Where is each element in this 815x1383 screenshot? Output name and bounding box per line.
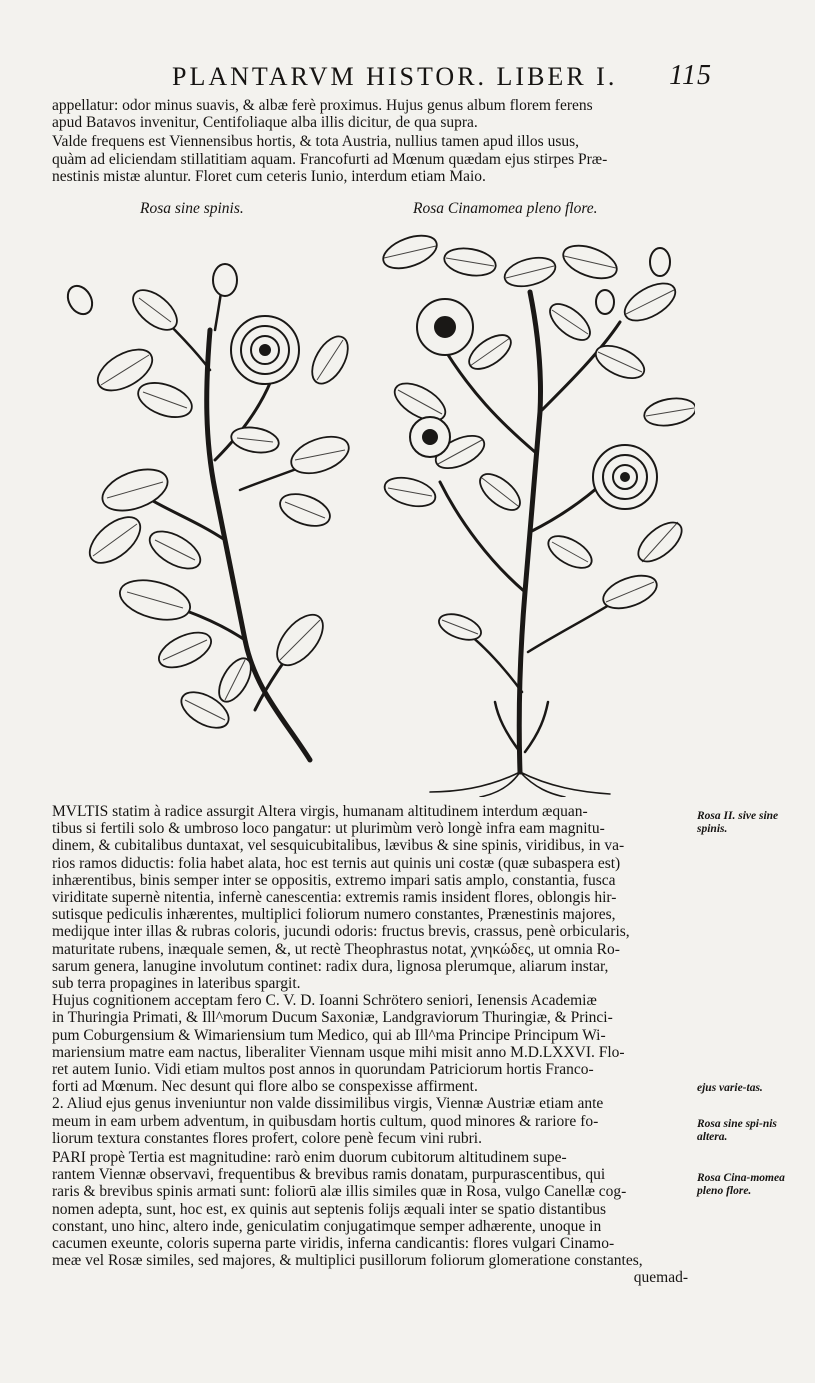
text-line: maturitate rubens, inæquale semen, &, ut rectè Theophrastus notat, χνηκώδες, ut omnia Ro- — [52, 940, 620, 958]
running-title: PLANTARVM HISTOR. LIBER I. — [172, 62, 618, 91]
text-line: sutisque pediculis inhærentes, multiplici foliorum numero constantes, Prænestinis majores, — [52, 906, 616, 924]
text-line: quàm ad eliciendam stillatitiam aquam. Francofurti ad Mœnum quædam ejus stirpes Præ- — [52, 150, 608, 168]
text-line: rantem Viennæ observavi, frequentibus & brevibus ramis donatam, purpurascentibus, qui — [52, 1166, 606, 1184]
margin-note: Rosa Cina-momea pleno flore. — [697, 1172, 785, 1197]
text-line: MVLTIS statim à radice assurgit Altera virgis, humanam altitudinem interdum æquan- — [52, 803, 588, 820]
text-line: viriditate supernè nitentia, infernè canescentia: extremis ramis insident flores, oblongis hir- — [52, 889, 617, 907]
text-line: tibus si fertili solo & umbroso loco pangatur: ut plurimùm verò longè infra eam magnitu- — [52, 820, 605, 838]
text-line: in Thuringia Primati, & Ill^morum Ducum Saxoniæ, Landgraviorum Thuringiæ, & Princi- — [52, 1009, 613, 1027]
intro-text — [52, 97, 688, 185]
text-line: apud Batavos invenitur, Centifoliaque alba illis dicitur, de qua supra. — [52, 114, 478, 132]
text-line: forti ad Mœnum. Nec desunt qui flore albo se conspexisse affirment. — [52, 1078, 478, 1096]
text-line: cacumen exeunte, coloris superna parte viridis, inferna candicantis: flores vulgari Cinamo- — [52, 1235, 615, 1253]
page-number: 115 — [669, 60, 712, 91]
rosa-sine-spinis-illustration — [55, 240, 355, 780]
text-line: rios ramos diductis: folia habet alata, hoc est ternis aut quinis uni costæ (quæ subaspera est) — [52, 854, 621, 872]
running-head — [172, 58, 712, 98]
figure-caption-left: Rosa sine spinis. — [140, 200, 244, 217]
text-line: Hujus cognitionem acceptam fero C. V. D. Ioanni Schrötero seniori, Ienensis Academiæ — [52, 992, 597, 1010]
text-line: Valde frequens est Viennensibus hortis, & tota Austria, nullius tamen apud illos usus, — [52, 133, 580, 151]
margin-note: Rosa sine spi-nis altera. — [697, 1118, 777, 1143]
text-line: appellatur: odor minus suavis, & albæ ferè proximus. Hujus genus album florem ferens — [52, 97, 593, 114]
margin-note: ejus varie-tas. — [697, 1082, 763, 1094]
text-line: quemad- — [633, 1269, 688, 1287]
rosa-cinamomea-illustration — [370, 232, 695, 797]
text-line: medijque inter illas & rubras coloris, jucundi odoris: fructus brevis, crassus, penè orbicularis, — [52, 923, 630, 941]
text-line: sarum genera, lanugine involutum continet: radix dura, lignosa plerumque, aliarum instar, — [52, 957, 609, 975]
text-line: nomen adepta, sunt, hoc est, ex quinis aut septenis folijs æquali inter se spatio distantibus — [52, 1200, 607, 1218]
text-line: raris & brevibus spinis armati sunt: foliorū alæ illis similes quæ in Rosa, vulgo Canellæ cog- — [52, 1183, 627, 1201]
text-line: liorum textura constantes flores profert, colore penè fecum vini rubri. — [52, 1129, 482, 1147]
figure-caption-right: Rosa Cinamomea pleno flore. — [413, 200, 598, 217]
text-line: pum Coburgensium & Wimariensium tum Medico, qui ab Ill^ma Principe Principum Wi- — [52, 1026, 606, 1044]
text-line: PARI propè Tertia est magnitudine: rarò enim duorum cubitorum altitudinem supe- — [52, 1149, 567, 1167]
body-text — [52, 803, 688, 1287]
text-line: nestinis mistæ aluntur. Floret cum ceteris Iunio, interdum etiam Maio. — [52, 167, 486, 185]
text-line: ret autem Iunio. Vidi etiam multos post annos in quorundam Patriciorum hortis Franco- — [52, 1061, 594, 1079]
text-line: inhærentibus, binis semper inter se oppositis, extremo impari satis amplo, constantia, fusca — [52, 871, 616, 889]
text-line: meæ vel Rosæ similes, sed majores, & multiplici pusillorum foliorum glomeratione constantes, — [52, 1252, 643, 1270]
text-line: sub terra propagines in lateribus spargit. — [52, 975, 301, 993]
text-line: dinem, & cubitalibus duntaxat, vel sesquicubitalibus, lævibus & sine spinis, viridibus, in va- — [52, 837, 625, 855]
text-line: constant, uno hinc, altero inde, geniculatim conjugatimque semper adhærente, unoque in — [52, 1217, 602, 1235]
text-line: mariensium matre eam nactus, liberaliter Viennam usque mihi misit anno M.D.LXXVI. Flo- — [52, 1043, 625, 1061]
text-line: meum in eam urbem adventum, in quibusdam hortis cultum, quod minores & rariore fo- — [52, 1112, 599, 1130]
margin-note: Rosa II. sive sine spinis. — [697, 810, 779, 835]
text-line: 2. Aliud ejus genus inveniuntur non valde dissimilibus virgis, Viennæ Austriæ etiam ante — [52, 1095, 604, 1113]
